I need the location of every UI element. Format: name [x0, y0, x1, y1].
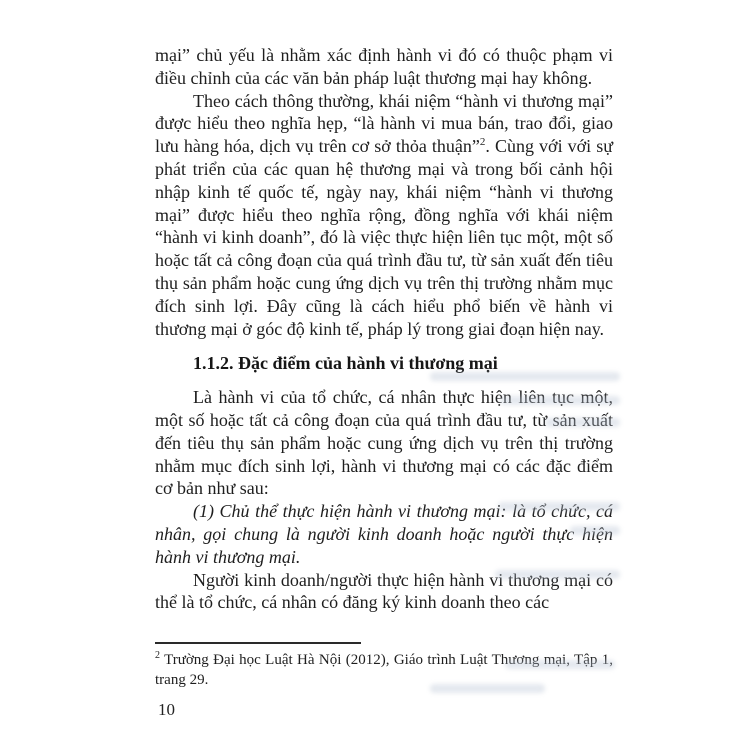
paragraph-continuation: mại” chủ yếu là nhằm xác định hành vi đó có thuộc phạm vi điều chỉnh của các văn bản pháp luật thương mại hay không.: [155, 45, 613, 88]
paragraph-text: Theo cách thông thường, khái niệm “hành vi thương mại” được hiểu theo nghĩa hẹp, “là hành vi mua bán, trao đổi, giao lưu hàng hóa, dịch vụ trên cơ sở thỏa thuận”: [155, 90, 613, 157]
footnote-text: Trường Đại học Luật Hà Nội (2012), Giáo trình Luật Thương mại, Tập 1, trang 29.: [155, 652, 613, 688]
paragraph: Người kinh doanh/người thực hiện hành vi thương mại có thể là tổ chức, cá nhân có đăng ký kinh doanh theo các: [155, 569, 613, 613]
paragraph-text: . Cùng với với sự phát triển của các quan hệ thương mại và trong bối cảnh hội nhập kinh tế quốc tế, ngày nay, khái niệm “hành vi thương mại” được hiểu theo nghĩa rộng, đồng nghĩa với khái niệm “hành vi kinh doanh”, đó là việc thực hiện liên tục một, một số hoặc tất cả công đoạn của quá trình đầu tư, từ sản xuất đến tiêu thụ sản phẩm hoặc cung ứng dịch vụ trên thị trường nhằm mục đích sinh lợi. Đây cũng là cách hiểu phổ biến về hành vi thương mại ở góc độ kinh tế, pháp lý trong giai đoạn hiện nay.: [155, 136, 613, 339]
page-body: [155, 44, 613, 614]
page-number: 10: [158, 700, 175, 719]
footnote-area: [155, 642, 613, 690]
paragraph-italic: (1) Chủ thể thực hiện hành vi thương mại: là tổ chức, cá nhân, gọi chung là người kinh doanh hoặc người thực hiện hành vi thương mại.: [155, 501, 613, 567]
paragraph: Là hành vi của tổ chức, cá nhân thực hiện liên tục một, một số hoặc tất cả công đoạn của quá trình đầu tư, từ sản xuất đến tiêu thụ sản phẩm hoặc cung ứng dịch vụ trên thị trường nhằm mục đích sinh lợi, hành vi thương mại có các đặc điểm cơ bản như sau:: [155, 387, 613, 499]
footnote-marker: 2: [155, 650, 160, 661]
section-heading: 1.1.2. Đặc điểm của hành vi thương mại: [193, 353, 498, 374]
footnote: [155, 650, 613, 690]
paragraph: [155, 90, 613, 341]
footnote-separator: [155, 642, 361, 644]
footnote-reference: 2: [479, 136, 486, 149]
